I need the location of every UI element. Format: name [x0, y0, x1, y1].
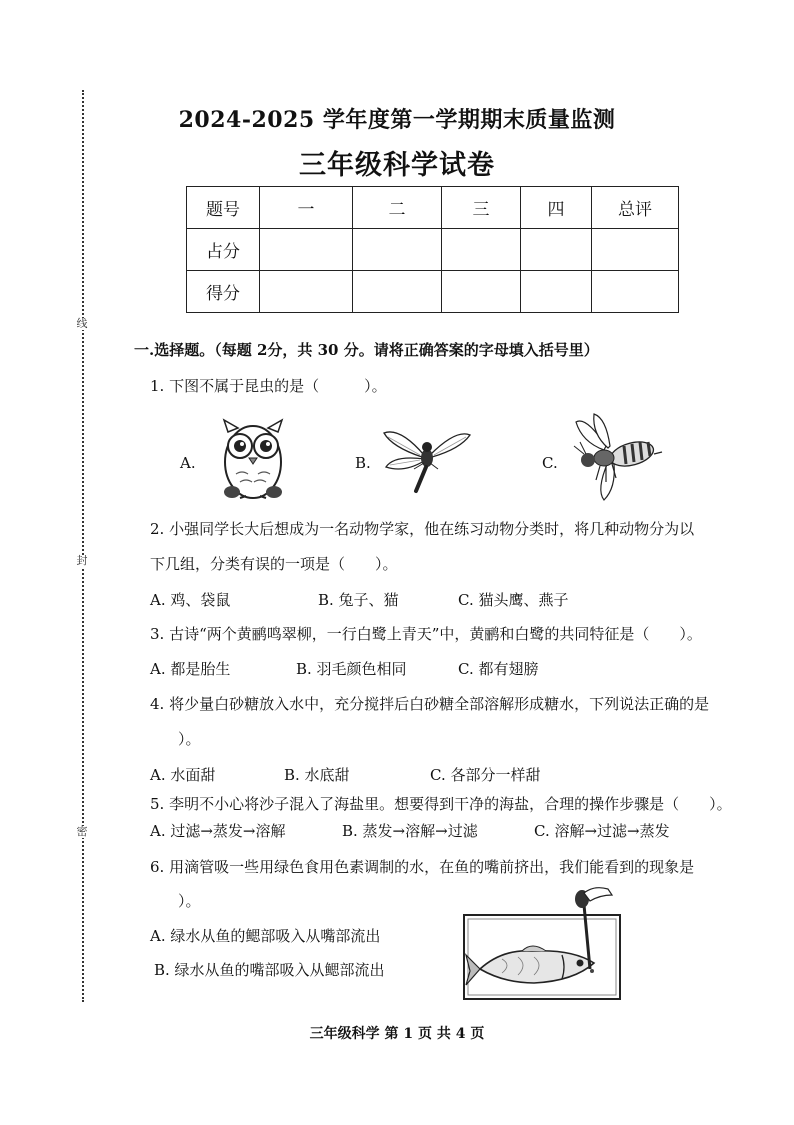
score-cell	[521, 271, 592, 313]
q6-option-b: B. 绿水从鱼的嘴部吸入从鳃部流出	[154, 961, 385, 979]
score-table-row	[187, 229, 679, 271]
q4-option-c: C. 各部分一样甜	[430, 766, 541, 784]
question-2-line1: 2. 小强同学长大后想成为一名动物学家，他在练习动物分类时，将几种动物分为以	[150, 520, 695, 538]
score-header-cell: 二	[353, 187, 442, 229]
q3-option-b: B. 羽毛颜色相同	[296, 660, 407, 678]
exam-title: 2024-2025 学年度第一学期期末质量监测	[178, 107, 616, 133]
question-4-line1: 4. 将少量白砂糖放入水中，充分搅拌后白砂糖全部溶解形成糖水，下列说法正确的是	[150, 695, 710, 713]
question-5: 5. 李明不小心将沙子混入了海盐里。想要得到干净的海盐，合理的操作步骤是（ ）。	[150, 795, 732, 813]
score-table-header-row	[187, 187, 679, 229]
score-row-label: 得分	[187, 271, 260, 313]
q6-option-a: A. 绿水从鱼的鳃部吸入从嘴部流出	[150, 927, 381, 945]
q2-option-b: B. 兔子、猫	[318, 591, 399, 609]
fish-tank-icon	[462, 885, 624, 1003]
score-header-cell: 总评	[592, 187, 679, 229]
exam-subtitle: 三年级科学试卷	[299, 150, 495, 181]
score-header-cell: 题号	[187, 187, 260, 229]
score-table-row	[187, 271, 679, 313]
q5-option-b: B. 蒸发→溶解→过滤	[342, 822, 478, 840]
q3-option-a: A. 都是胎生	[150, 660, 231, 678]
binding-label-xian: 线	[72, 318, 92, 330]
binding-dotted-line	[82, 90, 84, 1002]
binding-label-feng: 封	[72, 555, 92, 567]
score-cell	[353, 229, 442, 271]
owl-icon	[218, 418, 288, 502]
dragonfly-icon	[380, 425, 472, 495]
q3-option-c: C. 都有翅膀	[458, 660, 539, 678]
score-cell	[521, 229, 592, 271]
score-cell	[442, 229, 521, 271]
score-table	[186, 186, 679, 313]
q4-option-a: A. 水面甜	[150, 766, 216, 784]
score-cell	[353, 271, 442, 313]
q2-option-a: A. 鸡、袋鼠	[150, 591, 231, 609]
q5-option-a: A. 过滤→蒸发→溶解	[150, 822, 286, 840]
q1-option-b-label: B.	[355, 454, 371, 472]
question-3: 3. 古诗“两个黄鹂鸣翠柳，一行白鹭上青天”中，黄鹂和白鹭的共同特征是（ ）。	[150, 625, 702, 643]
question-2-line2: 下几组，分类有误的一项是（ ）。	[150, 555, 398, 573]
q2-option-c: C. 猫头鹰、燕子	[458, 591, 569, 609]
score-row-label: 占分	[187, 229, 260, 271]
question-6-line1: 6. 用滴管吸一些用绿色食用色素调制的水，在鱼的嘴前挤出，我们能看到的现象是	[150, 858, 695, 876]
q1-option-c-label: C.	[542, 454, 558, 472]
question-1: 1. 下图不属于昆虫的是（ ）。	[150, 377, 387, 395]
score-cell	[592, 229, 679, 271]
score-cell	[260, 271, 353, 313]
q5-option-c: C. 溶解→过滤→蒸发	[534, 822, 670, 840]
score-header-cell: 四	[521, 187, 592, 229]
question-6-line2: ）。	[178, 892, 201, 910]
q1-option-a-label: A.	[180, 454, 196, 472]
score-header-cell: 一	[260, 187, 353, 229]
section-heading: 一.选择题。（每题 2分，共 30 分。请将正确答案的字母填入括号里）	[134, 341, 599, 359]
binding-label-mi: 密	[72, 826, 92, 838]
score-cell	[260, 229, 353, 271]
score-header-cell: 三	[442, 187, 521, 229]
question-4-line2: ）。	[178, 730, 201, 748]
bee-icon	[566, 410, 666, 502]
q4-option-b: B. 水底甜	[284, 766, 350, 784]
page-footer: 三年级科学 第 1 页 共 4 页	[309, 1026, 485, 1042]
score-cell	[592, 271, 679, 313]
score-cell	[442, 271, 521, 313]
